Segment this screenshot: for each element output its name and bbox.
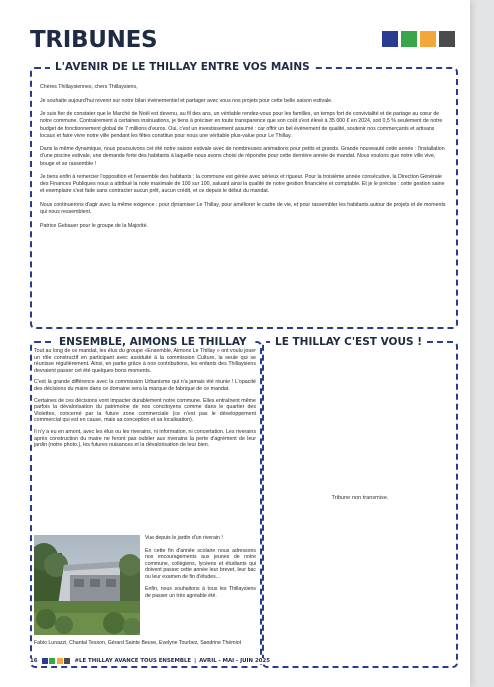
paragraph: Il n'y a eu en amont, avec les élus ou les riverains, ni information, ni concertation. Les riverains après construction du maire ne feront pas oublier aux riverains la perte d'agrément de leur jardin (notre photo.), les futures nuisances et la dévalorisation de leur bien. — [34, 429, 256, 449]
paragraph: C'est la grande différence avec la commission Urbanisme qui n'a jamais été réunie ! L'opacité des décisions du maire dans ce domaine sera la marque de fabrique de ce mandat. — [34, 379, 256, 392]
footer-color-square — [64, 658, 70, 664]
signature: Patrice Gebauer pour le groupe de la Majorité. — [40, 222, 148, 229]
tribune-cest-vous-body: Tribune non transmise. — [331, 495, 389, 501]
paragraph: Dans la même dynamique, nous poursuivons cet été notre saison estivale avec de nombreuses animations pour petits et grands. Grande nouveauté cette année : l'installation d'une piscine estivale, une demande forte des habitants à laquelle nous avons choisi de répondre pour cette dernière année de mandat. Nous voulons que notre ville vive, bouge et se rassemble ! — [40, 146, 445, 167]
tribune-cest-vous-heading: LE THILLAY C'EST VOUS ! — [270, 336, 427, 348]
color-squares — [382, 31, 455, 47]
tribune-majority-heading: L'AVENIR DE LE THILLAY ENTRE VOS MAINS — [50, 61, 315, 73]
color-square — [382, 31, 398, 47]
color-square — [420, 31, 436, 47]
footer-color-square — [42, 658, 48, 664]
footer-color-square — [49, 658, 55, 664]
page-title: TRIBUNES — [30, 27, 158, 53]
footer-separator: | — [194, 658, 197, 664]
paragraph: En cette fin d'année scolaire nous adressons nos encouragements aux jeunes de notre commune, collégiens, lycéens et étudiants qui doivent passer cette année leur brevet, leur bac ou leur examen de fin d'études... — [145, 547, 256, 580]
page-number: 16 — [30, 658, 38, 664]
paragraph: Enfin, nous souhaitons à tous les Thillaysiens de passer un très agréable été. — [145, 586, 256, 599]
paragraph: Je tiens enfin à remercier l'opposition et l'ensemble des habitants : la commune est gérée avec sérieux et rigueur. Pour la troisième année consécutive, la Direction Générale des Finances Publiques nous a attribué la note maximale de 100 sur 100, saluant ainsi la qualité de notre gestion financière et comptable. Et je le précise : cette gestion saine et exemplaire s'est faite sans contracter aucun prêt, aucun crédit, et ce depuis le début du mandat. — [40, 174, 445, 195]
photo-caption-text — [145, 535, 256, 605]
tribune-ensemble-text — [34, 348, 256, 454]
photo-caption: Vue depuis le jardin d'un riverain ! — [145, 535, 223, 541]
issue-date: AVRIL - MAI - JUIN 2025 — [199, 658, 270, 664]
color-square — [401, 31, 417, 47]
tribune-cest-vous-box — [262, 341, 458, 668]
paragraph: Chères Thillaysiennes, chers Thillaysiens, — [40, 84, 138, 90]
building-photo-illustration — [34, 535, 140, 635]
footer-color-squares — [42, 658, 72, 664]
paragraph: Tout au long de ce mandat, les élus du groupe «Ensemble, Aimons Le Thillay » ont voulu jouer un rôle constructif en participant avec assiduité à la commission Culture, la seule qui se réunisse régulièrement. Ainsi, en partie grâce à nos contributions, les enfants des Thillaysiens devraient passer cet été quelques bons moments. — [34, 348, 256, 374]
paragraph: Je souhaite aujourd'hui revenir sur notre bilan événementiel et partager avec vous nos projets pour cette belle saison estivale. — [40, 97, 333, 104]
tribune-ensemble-heading: ENSEMBLE, AIMONS LE THILLAY — [54, 336, 252, 348]
tribune-ensemble-signature: Fabio Lunazzi, Chantal Tesson, Gérard Sainte Beuve, Evelyne Tourbez, Sandrine Thémiot — [34, 640, 242, 646]
page-footer — [30, 658, 274, 664]
riverain-garden-photo — [34, 535, 140, 635]
paragraph: Je suis fier de constater que le Marché de Noël est devenu, au fil des ans, un véritable rendez-vous pour les familles, un temps fort de convivialité et de partage au cœur de notre commune. Contrairement à certaines insinuations, je tiens à préciser en toute transparence que son coût s'est élevé à 35 000 € en 2024, soit 0,5 % seulement de notre budget de fonctionnement global de 7 millions d'euros. Oui, c'est un investissement assumé : car offrir un bel événement de qualité, soutenir nos commerçants et artisans locaux et faire vivre notre ville pendant les fêtes constitue pour nous une véritable plus-value pour Le Thillay. — [40, 111, 443, 139]
tribune-majority-text — [40, 84, 448, 237]
paragraph: Certaines de ces décisions vont impacter durablement notre commune. Elles entraînent même parfois la dévalorisation du patrimoine de nos concitoyens comme dans le quartier des Violettes, concerné par la future zone commerciale (ce n'est pas le développement commercial qui est en cause, mais sa conception et sa localisation). — [34, 397, 256, 424]
magazine-name: #LE THILLAY AVANCE TOUS ENSEMBLE — [74, 658, 192, 664]
footer-color-square — [57, 658, 63, 664]
color-square — [439, 31, 455, 47]
paragraph: Nous continuerons d'agir avec la même exigence : pour dynamiser Le Thillay, pour améliorer le cadre de vie, et pour rassembler les habitants autour de projets et de moments qui nous ressemblent. — [40, 202, 446, 216]
